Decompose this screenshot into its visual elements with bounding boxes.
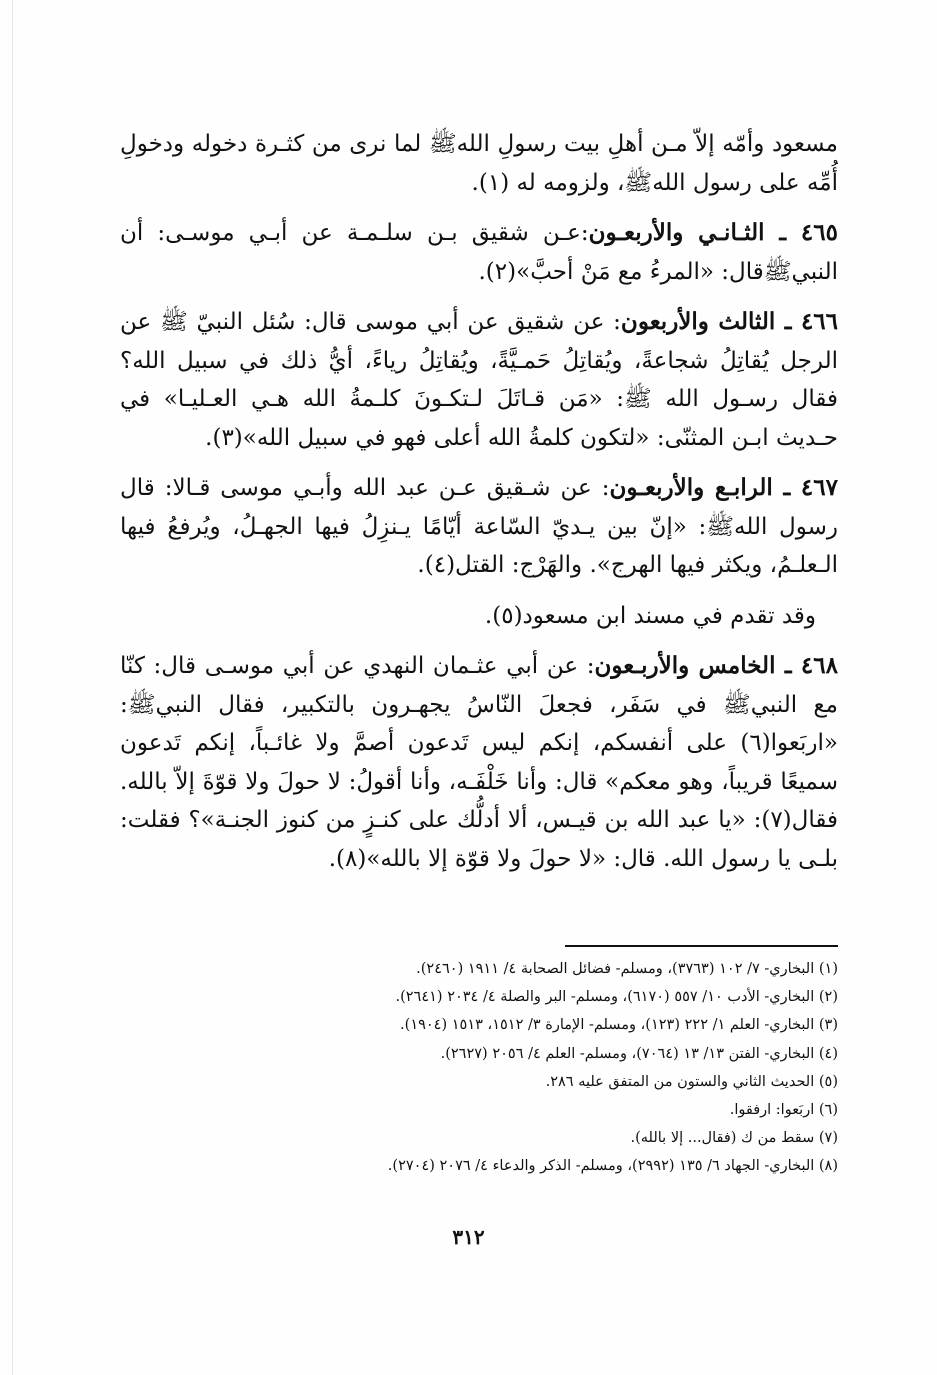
hadith-468 [120,647,838,878]
hadith-title: الخامس والأربـعون [594,652,776,679]
hadith-number: ٤٦٨ [800,652,838,679]
footnote-5: (٥) الحديث الثاني والستون من المتفق عليه ٢٨٦. [545,1073,838,1090]
hadith-dash: ـ [775,652,801,679]
hadith-text: : عن شـقيق عـن عبد الله وأبـي موسى قـالا: قال رسول اللهﷺ: «إنّ بين يـديّ السّاعة أيّامًا يـنزِلُ فيها الجهـلُ، ويُرفعُ فيها الـعلـمُ، ويكثر فيها الهرج». والهَرْج: القتل(٤). [120,475,838,578]
hadith-text: :عـن شقيق بـن سلـمـة عن أبـي موسـى: أن النبيﷺقال: «المرءُ مع مَنْ أحبَّ»(٢). [120,220,838,285]
hadith-title: الثـانـي والأربعـون [588,219,765,246]
footnote-1: (١) البخاري- ٧/ ١٠٢ (٣٧٦٣)، ومسلم- فضائل الصحابة ٤/ ١٩١١ (٢٤٦٠). [416,961,838,977]
footnote-2: (٢) البخاري- الأدب ١٠/ ٥٥٧ (٦١٧٠)، ومسلم- البر والصلة ٤/ ٢٠٣٤ (٢٦٤١). [395,989,838,1006]
page-edge-line [12,0,13,1375]
hadith-number: ٤٦٦ [800,308,839,335]
hadith-title: الرابـع والأربعـون [609,474,773,501]
hadith-dash: ـ [772,474,801,501]
cross-reference-line: وقد تقدم في مسند ابن مسعود(٥). [484,602,816,629]
hadith-466 [120,303,838,457]
hadith-text: : عن أبي عثـمان النهدي عن أبي موسـى قال: كنّا مع النبيﷺ في سَفَر، فجعلَ النّاسُ يجهـرون بالتكبير، فقال النبيﷺ: «اربَعوا(٦) على أنفسكم، إنكم ليس تَدعون أصمَّ ولا غائـباً، إنكم تَدعون سميعًا قريباً، وهو معكم» قال: وأنا خَلْفَـه، وأنا أقولُ: لا حولَ ولا قوّةَ إلاّ بالله. فقال(٧): «يا عبد الله بن قيـس، ألا أدلُّك على كنـزٍ من كنوز الجنـة»؟ فقلت: بلـى يا رسول الله. قال: «لا حولَ ولا قوّة إلا بالله»(٨). [120,653,838,872]
footnote-4: (٤) البخاري- الفتن ١٣/ ١٣ (٧٠٦٤)، ومسلم- العلم ٤/ ٢٠٥٦ (٢٦٢٧). [440,1045,838,1062]
footnote-7: (٧) سقط من ك (فقال... إلا بالله). [630,1130,838,1147]
footnote-8: (٨) البخاري- الجهاد ٦/ ١٣٥ (٢٩٩٢)، ومسلم- الذكر والدعاء ٤/ ٢٠٧٦ (٢٧٠٤). [387,1158,838,1175]
footnotes [200,955,838,1181]
hadith-465 [120,214,838,291]
hadith-number: ٤٦٧ [800,474,838,501]
hadith-467 [120,469,838,585]
footnote-6: (٦) اربَعوا: ارفقوا. [729,1102,838,1119]
hadith-text: : عن شقيق عن أبي موسى قال: سُئل النبيّ ﷺ عن الرجل يُقاتِلُ شجاعةً، ويُقاتِلُ حَمـيَّةً، ويُقاتِلُ رياءً، أيُّ ذلك في سبيل الله؟ فقال رسـول الله ﷺ: «مَن قـاتَلَ لـتكـونَ كلـمةُ الله هـي العـليـا» في حـديث ابـن المثنّى: «لتكون كلمةُ الله أعلى فهو في سبيل الله»(٣). [120,309,838,451]
hadith-number: ٤٦٥ [800,219,838,246]
footnote-separator [565,945,838,947]
hadith-dash: ـ [775,308,801,335]
main-text [120,125,838,890]
hadith-dash: ـ [764,219,801,246]
page-number: ٣١٢ [452,1225,485,1249]
footnote-3: (٣) البخاري- العلم ١/ ٢٢٢ (١٢٣)، ومسلم- الإمارة ٣/ ١٥١٢، ١٥١٣ (١٩٠٤). [400,1017,838,1034]
intro-paragraph: مسعود وأمّه إلاّ مـن أهلِ بيت رسولِ اللهﷺ لما نرى من كثـرة دخوله ودخولِ أُمِّه على رسول اللهﷺ، ولزومه له (١). [120,131,838,196]
hadith-title: الثالث والأربعون [620,308,776,335]
